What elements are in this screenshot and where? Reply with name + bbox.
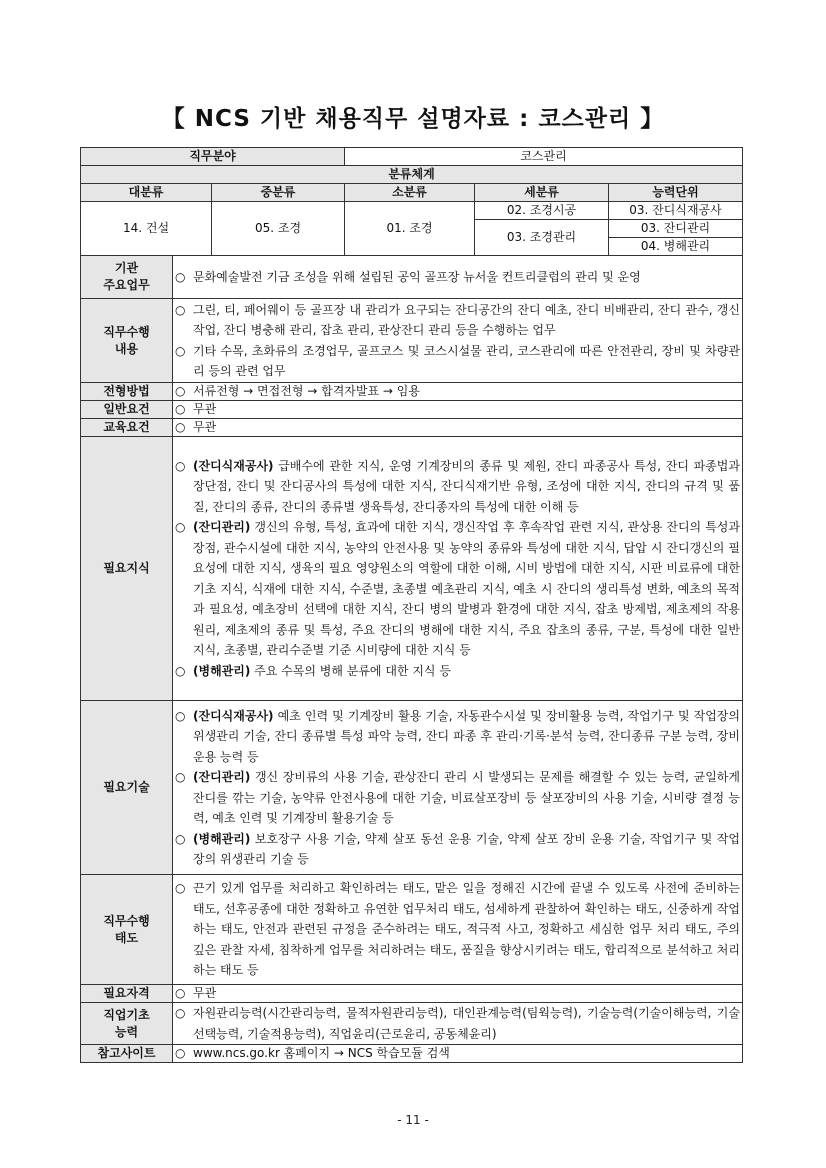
education-label: 교육요건: [81, 419, 173, 437]
attitude-label: 직무수행 태도: [81, 875, 173, 985]
list-item: ○ 무관: [175, 986, 217, 1000]
hiring-label: 전형방법: [81, 383, 173, 401]
middle-value: 05. 조경: [212, 202, 345, 256]
unit-value-2: 03. 잔디관리: [609, 220, 743, 238]
sub-value-1: 02. 조경시공: [475, 202, 609, 220]
job-description-table: [80, 147, 743, 1063]
list-item: ○ 문화예술발전 기금 조성을 위해 설립된 공익 골프장 뉴서울 컨트리클럽의 관리 및 운영: [175, 269, 641, 284]
general-content: [173, 401, 743, 419]
list-item: ○ (잔디관리) 갱신의 유형, 특성, 효과에 대한 지식, 갱신작업 후 후속작업 관련 지식, 관상용 잔디의 특성과 장점, 관수시설에 대한 지식, 농약의 안전사용 및 농약의 종류와 특성에 대한 지식, 답압 시 잔디갱신의 필요성에 대한 지식, 생육의 필요 영양원소의 역할에 대한 이해, 시비 방법에 대한 지식, 시판 비료류에 대한 기초 지식, 식재에 대한 지식, 수준별, 초종별 예초관리 지식, 예초 시 잔디의 생리특성 변화, 예초의 목적과 필요성, 예초장비 선택에 대한 지식, 잔디 병의 발병과 환경에 대한 지식, 잡초 방제법, 제초제의 작용원리, 제초제의 종류 및 특성, 주요 잔디의 병해에 대한 지식, 주요 잡초의 종류, 구분, 특성에 대한 일반 지식, 초종별, 관리수준별 기준 시비량에 대한 지식 등: [175, 520, 740, 658]
list-item: ○ (병해관리) 주요 수목의 병해 분류에 대한 지식 등: [175, 663, 451, 678]
knowledge-content: [173, 437, 743, 701]
list-item: ○ www.ncs.go.kr 홈페이지 → NCS 학습모듈 검색: [175, 1046, 450, 1060]
knowledge-label: 필요지식: [81, 437, 173, 701]
list-item: ○ 자원관리능력(시간관리능력, 물적자원관리능력), 대인관계능력(팀웍능력), 기술능력(기술이해능력, 기술선택능력, 기술적용능력), 직업윤리(근로윤리, 공동체윤리): [175, 1006, 740, 1041]
org-content: [173, 256, 743, 299]
basic-ability-label: 직업기초 능력: [81, 1003, 173, 1045]
skills-content: [173, 701, 743, 875]
col-major: 대분류: [81, 184, 212, 202]
site-label: 참고사이트: [81, 1045, 173, 1063]
list-item: ○ 무관: [175, 420, 217, 434]
education-content: [173, 419, 743, 437]
minor-value: 01. 조경: [345, 202, 475, 256]
list-item: ○ (병해관리) 보호장구 사용 기술, 약제 살포 동선 운용 기술, 약제 살포 장비 운용 기술, 작업기구 및 작업장의 위생관리 기술 등: [175, 831, 740, 866]
general-label: 일반요건: [81, 401, 173, 419]
duty-content: [173, 299, 743, 383]
unit-value-3: 04. 병해관리: [609, 238, 743, 256]
duty-label: 직무수행 내용: [81, 299, 173, 383]
classification-label: 분류체계: [81, 166, 743, 184]
major-value: 14. 건설: [81, 202, 212, 256]
page-number: - 11 -: [397, 1113, 429, 1127]
basic-ability-content: [173, 1003, 743, 1045]
page-title: 【 NCS 기반 채용직무 설명자료 : 코스관리 】: [161, 106, 665, 132]
site-content: [173, 1045, 743, 1063]
list-item: ○ (잔디관리) 갱신 장비류의 사용 기술, 관상잔디 관리 시 발생되는 문제를 해결할 수 있는 능력, 균일하게 잔디를 깎는 기술, 농약류 안전사용에 대한 기술, 비료살포장비 등 살포장비의 사용 기술, 시비량 결정 능력, 예초 인력 및 기계장비 활용기술 등: [175, 770, 740, 825]
list-item: ○ 무관: [175, 402, 217, 416]
col-unit: 능력단위: [609, 184, 743, 202]
list-item: ○ 기타 수목, 초화류의 조경업무, 골프코스 및 코스시설물 관리, 코스관리에 따른 안전관리, 장비 및 차량관리 등의 관련 업무: [175, 343, 740, 378]
qualification-label: 필요자격: [81, 985, 173, 1003]
hiring-content: [173, 383, 743, 401]
col-sub: 세분류: [475, 184, 609, 202]
list-item: ○ (잔디식재공사) 예초 인력 및 기계장비 활용 기술, 자동관수시설 및 장비활용 능력, 작업기구 및 작업장의 위생관리 기술, 잔디 종류별 특성 파악 능력, 잔디 파종 후 관리·기록·분석 능력, 잔디종류 구분 능력, 장비 운용 능력 등: [175, 708, 740, 764]
sub-value-2: 03. 조경관리: [475, 220, 609, 256]
unit-value-1: 03. 잔디식재공사: [609, 202, 743, 220]
org-label: 기관 주요업무: [81, 256, 173, 299]
list-item: ○ (잔디식재공사) 급배수에 관한 지식, 운영 기계장비의 종류 및 제원, 잔디 파종공사 특성, 잔디 파종법과 장단점, 잔디 및 잔디공사의 특성에 대한 지식, 잔디식재기반 유형, 조성에 대한 지식, 잔디의 규격 및 품질, 잔디의 종류, 잔디의 종류별 생육특성, 잔디종자의 특성에 대한 이해 등: [175, 458, 740, 514]
qualification-content: [173, 985, 743, 1003]
job-field-value: 코스관리: [345, 148, 743, 166]
col-middle: 중분류: [212, 184, 345, 202]
list-item: ○ 서류전형 → 면접전형 → 합격자발표 → 임용: [175, 384, 420, 398]
job-field-label: 직무분야: [81, 148, 345, 166]
attitude-content: [173, 875, 743, 985]
list-item: ○ 끈기 있게 업무를 처리하고 확인하려는 태도, 맡은 일을 정해진 시간에 끝낼 수 있도록 사전에 준비하는 태도, 선후공종에 대한 정확하고 유연한 업무처리 태도, 섬세하게 관찰하여 확인하는 태도, 신중하게 작업하는 태도, 안전과 관련된 규정을 준수하려는 태도, 적극적 사고, 정확하고 세심한 업무 처리 태도, 주의 깊은 관찰 자세, 침착하게 업무를 처리하려는 태도, 품질을 향상시키려는 태도, 합리적으로 분석하고 처리하는 태도 등: [175, 881, 740, 978]
col-minor: 소분류: [345, 184, 475, 202]
skills-label: 필요기술: [81, 701, 173, 875]
list-item: ○ 그린, 티, 페어웨이 등 골프장 내 관리가 요구되는 잔디공간의 잔디 예초, 잔디 비배관리, 잔디 관수, 갱신 작업, 잔디 병충해 관리, 잡초 관리, 관상잔디 관리 등을 수행하는 업무: [175, 302, 740, 337]
